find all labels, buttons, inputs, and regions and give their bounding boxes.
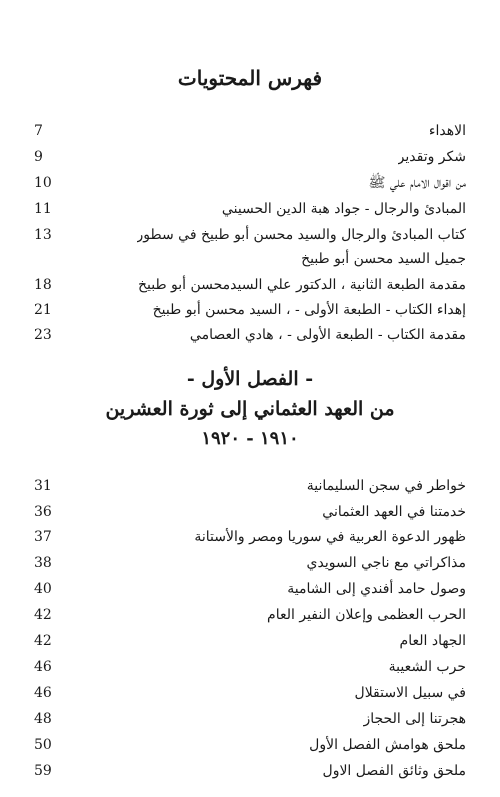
page-number: 37	[34, 529, 52, 545]
entry-title: كتاب المبادئ والرجال والسيد محسن أبو طبيخ في سطور	[136, 227, 466, 243]
entry-title: مقدمة الطبعة الثانية ، الدكتور علي السيدمحسن أبو طبيخ	[137, 277, 466, 293]
entry-title: ملحق وثائق الفصل الاول	[322, 763, 466, 779]
toc-entry	[34, 500, 466, 524]
page-number: 18	[34, 277, 52, 293]
page-number: 11	[34, 201, 52, 217]
entry-title: ظهور الدعوة العربية في سوريا ومصر والأستانة	[194, 529, 466, 545]
page-number: 40	[34, 581, 52, 597]
page-number: 46	[34, 685, 52, 701]
toc-entry	[34, 273, 466, 297]
entry-title: خواطر في سجن السليمانية	[306, 478, 466, 494]
toc-entry	[34, 171, 466, 195]
page-number: 42	[34, 633, 52, 649]
page-number: 46	[34, 659, 52, 675]
page-number: 50	[34, 737, 52, 753]
toc-entry	[34, 474, 466, 498]
entry-title: في سبيل الاستقلال	[354, 685, 466, 701]
toc-entry	[34, 119, 466, 143]
chapter-subtitle: من العهد العثماني إلى ثورة العشرين	[105, 398, 395, 420]
entry-title: خدمتنا في العهد العثماني	[322, 504, 466, 520]
toc-entry	[34, 551, 466, 575]
toc-entry	[34, 681, 466, 705]
toc-entry	[34, 145, 466, 169]
entry-title: الحرب العظمى وإعلان النفير العام	[267, 607, 466, 623]
toc-entry	[34, 247, 466, 271]
entry-title: وصول حامد أفندي إلى الشامية	[287, 581, 466, 597]
entry-title: إهداء الكتاب - الطبعة الأولى - ، السيد محسن أبو طبيخ	[152, 302, 466, 318]
entry-title: من اقوال الامام علي ﷺ	[368, 175, 466, 191]
page-number: 23	[34, 327, 52, 343]
entry-title: شكر وتقدير	[397, 149, 466, 165]
chapter-years: ١٩١٠ - ١٩٢٠	[201, 428, 299, 449]
page-number: 21	[34, 302, 52, 318]
page-number: 38	[34, 555, 52, 571]
chapter-heading: - الفصل الأول -	[186, 368, 314, 390]
page-number: 7	[34, 123, 43, 139]
page-number: 10	[34, 175, 52, 191]
page-number: 9	[34, 149, 43, 165]
toc-entry	[34, 603, 466, 627]
page-number: 31	[34, 478, 52, 494]
page-number: 42	[34, 607, 52, 623]
entry-title: مذاكراتي مع ناجي السويدي	[306, 555, 466, 571]
toc-entry	[34, 223, 466, 247]
page-number: 48	[34, 711, 52, 727]
toc-entry	[34, 525, 466, 549]
entry-title: هجرتنا إلى الحجاز	[363, 711, 466, 727]
entry-title: الاهداء	[428, 123, 466, 139]
page-number: 59	[34, 763, 52, 779]
toc-entry	[34, 733, 466, 757]
toc-entry	[34, 655, 466, 679]
toc-entry	[34, 298, 466, 322]
entry-title: ملحق هوامش الفصل الأول	[309, 737, 466, 753]
page-title: فهرس المحتويات	[177, 66, 323, 90]
entry-title: مقدمة الكتاب - الطبعة الأولى - ، هادي العصامي	[189, 327, 466, 343]
page-number: 13	[34, 227, 52, 243]
toc-entry	[34, 759, 466, 783]
page-number: 36	[34, 504, 52, 520]
entry-title: الجهاد العام	[399, 633, 466, 649]
entry-title: حرب الشعيبة	[388, 659, 466, 675]
toc-entry	[34, 197, 466, 221]
toc-entry	[34, 577, 466, 601]
toc-entry	[34, 323, 466, 347]
toc-entry	[34, 629, 466, 653]
entry-title: جميل السيد محسن أبو طبيخ	[301, 251, 466, 267]
entry-title: المبادئ والرجال - جواد هبة الدين الحسيني	[221, 201, 466, 217]
toc-entry	[34, 707, 466, 731]
